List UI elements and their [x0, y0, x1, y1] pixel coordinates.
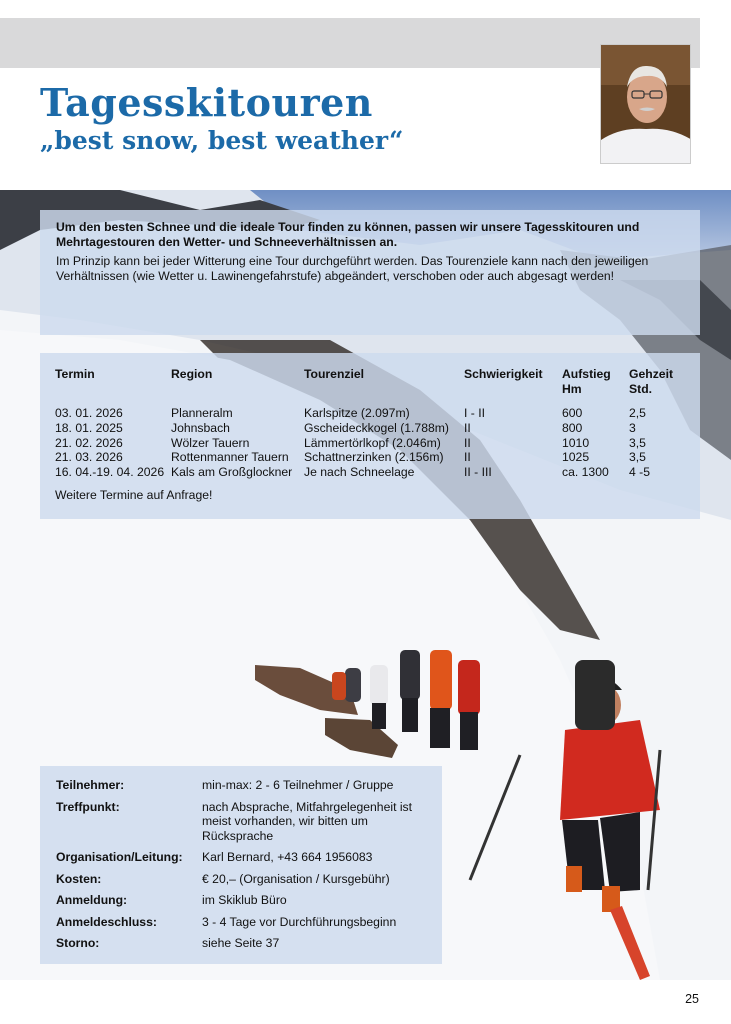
- cell-region: Planneralm: [171, 406, 233, 420]
- table-row: [55, 465, 685, 480]
- header-gehzeit: [629, 367, 685, 397]
- tour-schedule-table: [55, 367, 685, 480]
- cell-gehzeit: 4 -5: [629, 465, 651, 480]
- info-value: siehe Seite 37: [202, 936, 280, 950]
- cell-region: Wölzer Tauern: [171, 435, 250, 450]
- cell-aufstieg: ca. 1300: [562, 465, 609, 480]
- table-row: [55, 436, 685, 451]
- cell-schwierigkeit: II - III: [464, 465, 492, 480]
- info-label: Anmeldeschluss:: [56, 914, 157, 929]
- page-number: 25: [685, 992, 699, 1006]
- portrait-photo: [600, 44, 691, 164]
- cell-tourenziel: Lämmertörlkopf (2.046m): [304, 435, 441, 450]
- header-gehzeit-label: Gehzeit: [629, 367, 674, 381]
- cell-region: Rottenmanner Tauern: [171, 450, 289, 465]
- cell-termin: 21. 02. 2026: [55, 435, 123, 450]
- cell-termin: 21. 03. 2026: [55, 450, 123, 465]
- intro-lead: Um den besten Schnee und die ideale Tour finden zu können, passen wir unsere Tagesskitouren und Mehrtagestouren den Wetter- und Schneeverhältnissen an.: [56, 220, 640, 249]
- info-label: Storno:: [56, 936, 100, 950]
- cell-tourenziel: Karlspitze (2.097m): [304, 406, 410, 420]
- info-label: Organisation/Leitung:: [56, 850, 183, 864]
- cell-gehzeit: 3,5: [629, 435, 646, 450]
- info-row-organisation: [56, 850, 426, 865]
- info-row-treffpunkt: [56, 800, 426, 844]
- cell-schwierigkeit: I - II: [464, 406, 485, 420]
- info-row-teilnehmer: [56, 778, 426, 793]
- header-termin: Termin: [55, 367, 95, 381]
- cell-schwierigkeit: II: [464, 435, 471, 450]
- cell-tourenziel: Schattnerzinken (2.156m): [304, 450, 444, 465]
- table-row: [55, 421, 685, 436]
- info-value: nach Absprache, Mitfahrgelegenheit ist meist vorhanden, wir bitten um Rücksprache: [202, 799, 413, 843]
- header-aufstieg-unit: Hm: [562, 382, 582, 396]
- cell-region: Kals am Großglockner: [171, 465, 293, 480]
- cell-tourenziel: Je nach Schneelage: [304, 465, 415, 480]
- cell-aufstieg: 1010: [562, 435, 590, 450]
- cell-aufstieg: 800: [562, 420, 583, 435]
- table-row: [55, 450, 685, 465]
- cell-gehzeit: 3,5: [629, 450, 646, 465]
- cell-tourenziel: Gscheideckkogel (1.788m): [304, 420, 449, 435]
- info-row-anmeldung: [56, 893, 426, 908]
- intro-panel: [40, 210, 700, 335]
- cell-schwierigkeit: II: [464, 450, 471, 465]
- info-label: Kosten:: [56, 871, 102, 886]
- info-value: min-max: 2 - 6 Teilnehmer / Gruppe: [202, 778, 394, 792]
- cell-aufstieg: 600: [562, 406, 583, 420]
- more-dates-note: Weitere Termine auf Anfrage!: [55, 487, 213, 502]
- info-value: 3 - 4 Tage vor Durchführungsbeginn: [202, 914, 397, 929]
- header-band: [0, 18, 700, 68]
- info-row-anmeldeschluss: [56, 915, 426, 930]
- cell-termin: 18. 01. 2025: [55, 420, 123, 435]
- info-value: im Skiklub Büro: [202, 893, 287, 907]
- header-schwierigkeit: Schwierigkeit: [464, 367, 543, 381]
- info-row-storno: [56, 936, 426, 951]
- table-row: [55, 406, 685, 421]
- cell-schwierigkeit: II: [464, 420, 471, 435]
- header-tourenziel: Tourenziel: [304, 367, 365, 381]
- table-header-row: [55, 367, 685, 397]
- info-value: € 20,– (Organisation / Kursgebühr): [202, 871, 390, 886]
- tour-schedule-panel: [40, 353, 700, 519]
- info-label: Teilnehmer:: [56, 778, 125, 792]
- info-row-kosten: [56, 872, 426, 887]
- header-region: Region: [171, 367, 213, 381]
- header-aufstieg-label: Aufstieg: [562, 367, 611, 381]
- info-label: Anmeldung:: [56, 893, 128, 907]
- info-label: Treffpunkt:: [56, 799, 120, 814]
- cell-gehzeit: 2,5: [629, 406, 646, 420]
- cell-aufstieg: 1025: [562, 450, 590, 465]
- page-subtitle: „best snow, best weather“: [40, 126, 404, 155]
- cell-gehzeit: 3: [629, 420, 636, 435]
- header-aufstieg: [562, 367, 629, 397]
- cell-termin: 03. 01. 2026: [55, 406, 123, 420]
- cell-termin: 16. 04.-19. 04. 2026: [55, 465, 165, 480]
- header-gehzeit-unit: Std.: [629, 382, 653, 396]
- info-value: Karl Bernard, +43 664 1956083: [202, 850, 373, 864]
- intro-body: Im Prinzip kann bei jeder Witterung eine Tour durchgeführt werden. Das Tourenziele kann nach den jeweiligen Verhältnissen (wie Wetter u. Lawinengefahrstufe) abgeändert, verschoben oder auch abgesagt werden!: [56, 254, 649, 283]
- info-panel: [40, 766, 442, 964]
- page-title: Tagesskitouren: [40, 80, 373, 125]
- cell-region: Johnsbach: [171, 420, 230, 435]
